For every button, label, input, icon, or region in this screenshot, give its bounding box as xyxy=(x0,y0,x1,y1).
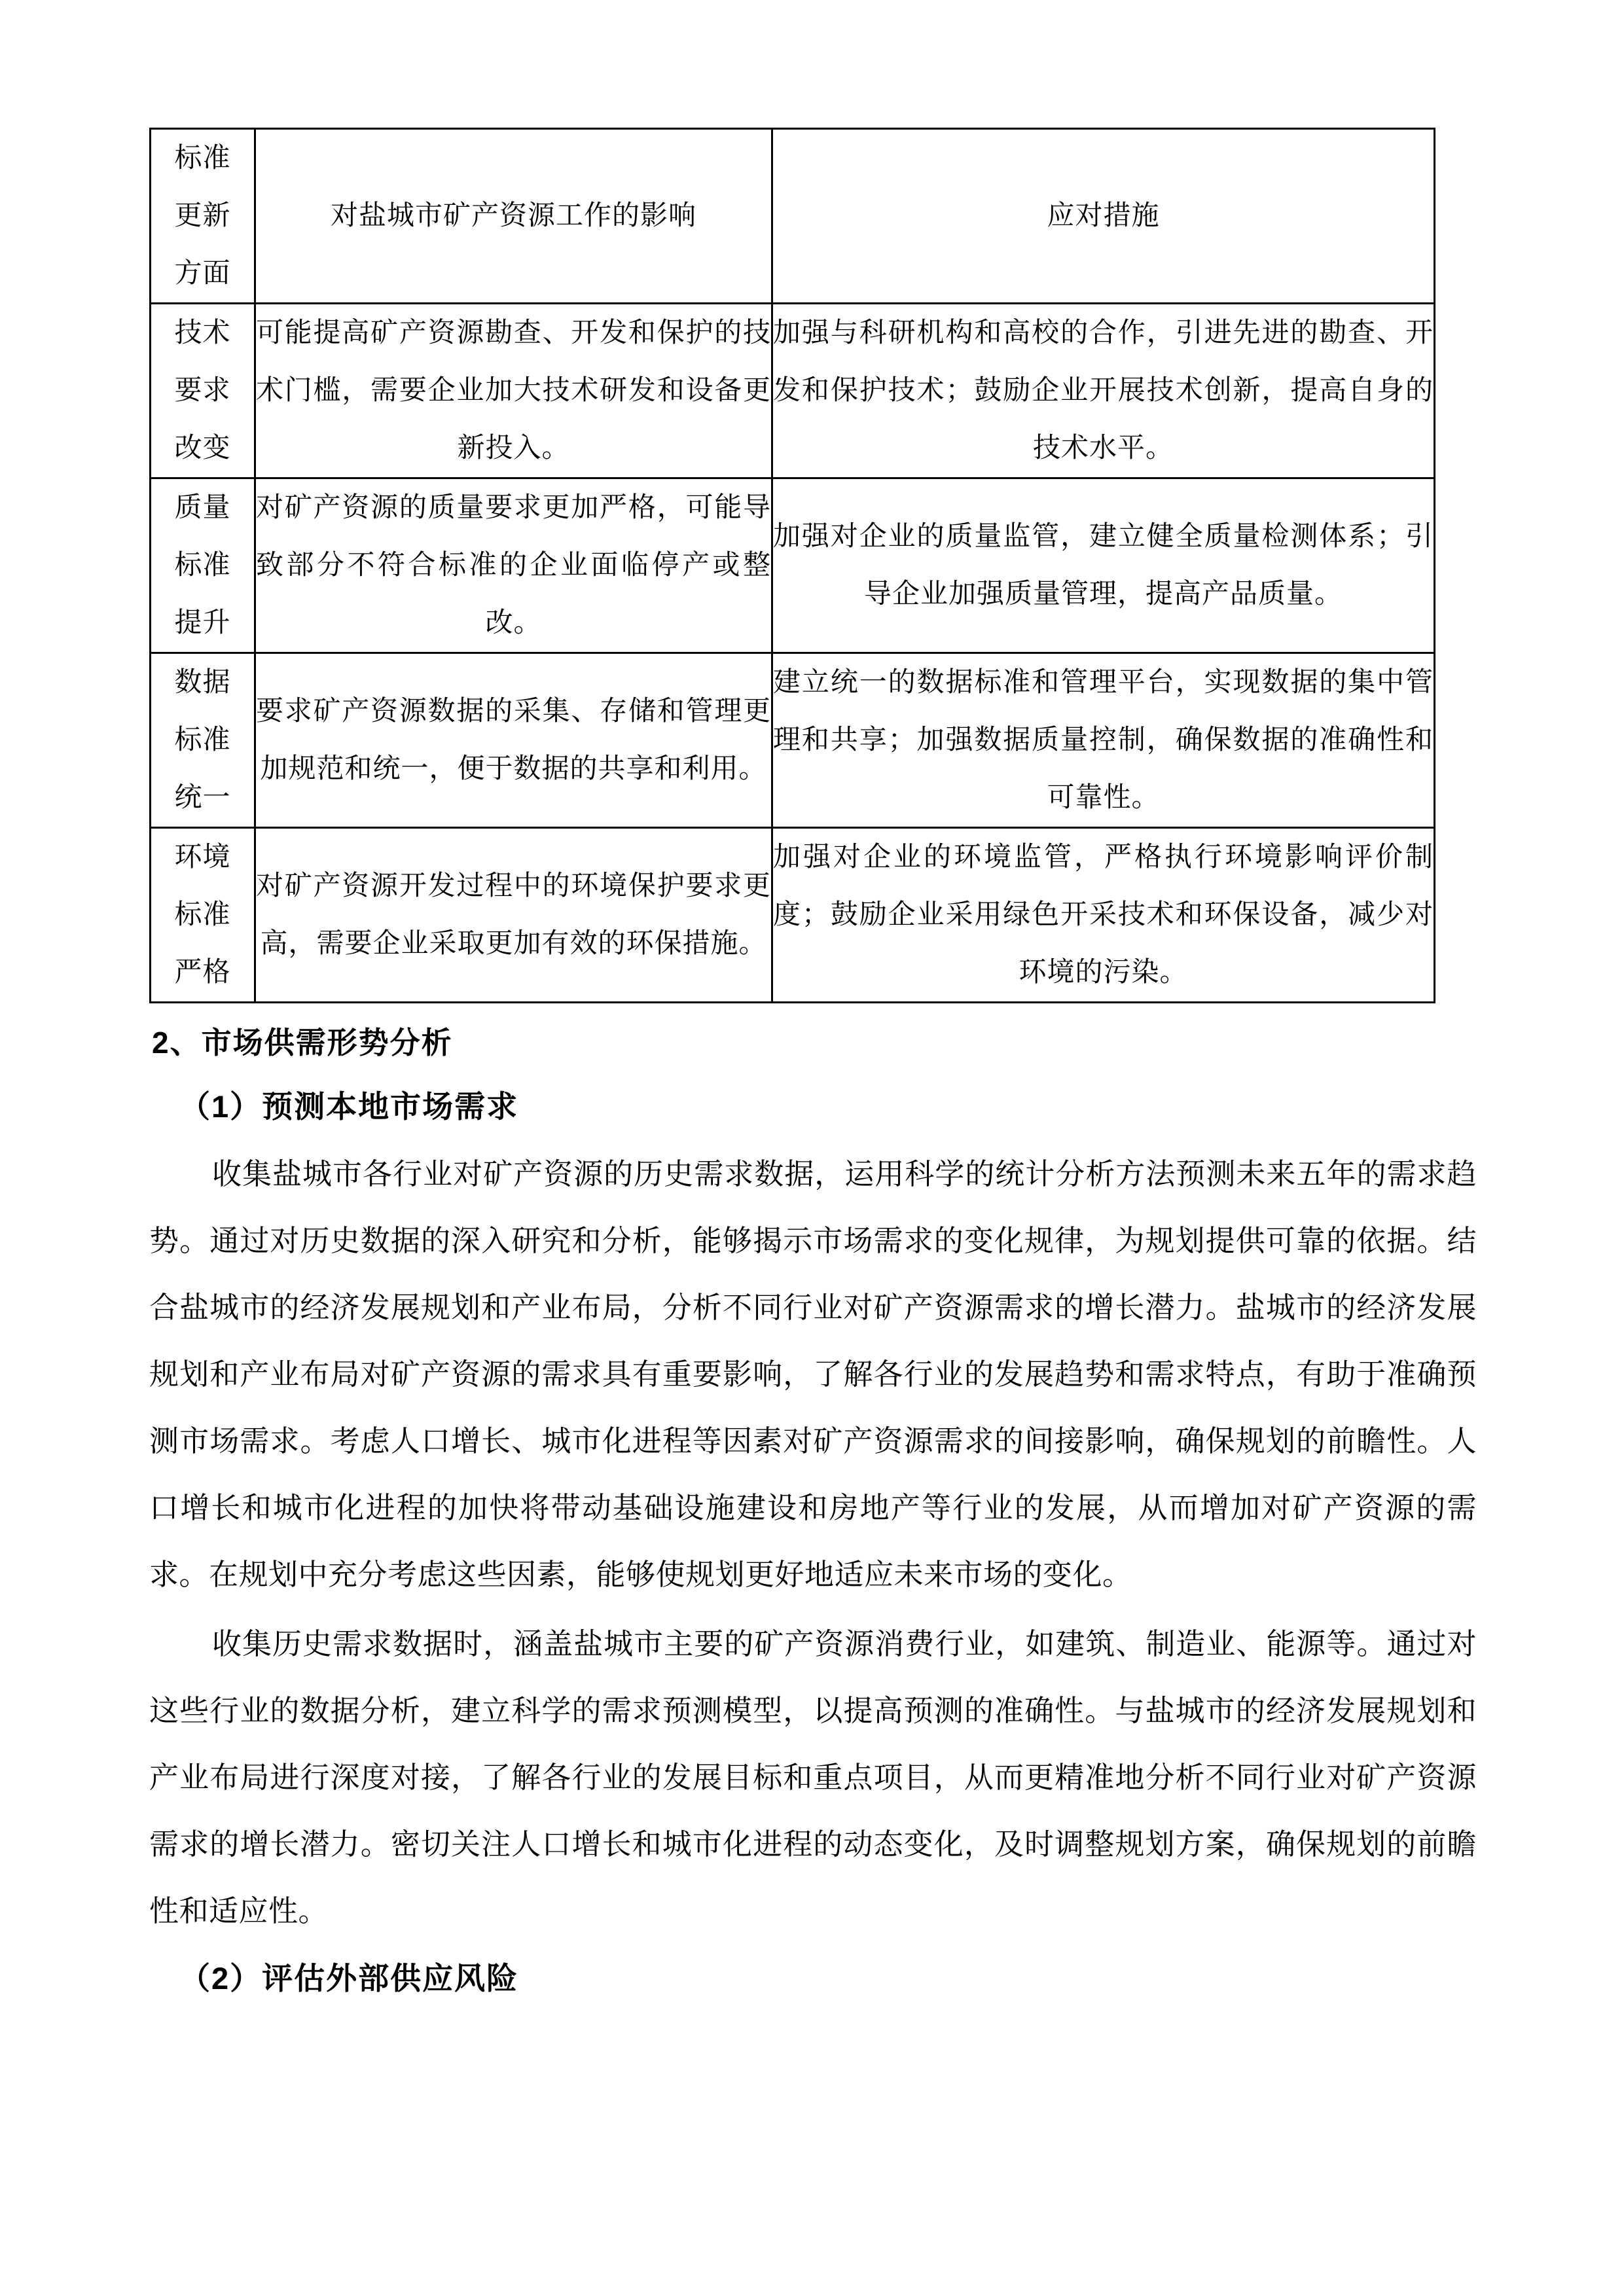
table-row xyxy=(151,478,1435,653)
row-aspect-line-3: 改变 xyxy=(174,433,231,463)
row-aspect xyxy=(151,304,255,478)
row-aspect-line-1: 技术 xyxy=(174,318,231,348)
row-impact: 对矿产资源开发过程中的环境保护要求更高，需要企业采取更加有效的环保措施。 xyxy=(255,828,772,1003)
section-heading: 2、市场供需形势分析 xyxy=(152,1026,453,1060)
table-header-aspect xyxy=(151,129,255,304)
row-aspect-line-1: 质量 xyxy=(174,493,231,523)
table-header-impact: 对盐城市矿产资源工作的影响 xyxy=(255,129,772,304)
table-header-measure: 应对措施 xyxy=(772,129,1435,304)
row-aspect xyxy=(151,653,255,828)
row-aspect-line-2: 标准 xyxy=(174,900,231,930)
row-aspect-line-3: 提升 xyxy=(174,608,231,638)
header-aspect-line-2: 更新 xyxy=(174,201,231,231)
body-paragraph-1: 收集盐城市各行业对矿产资源的历史需求数据，运用科学的统计分析方法预测未来五年的需求趋势。通过对历史数据的深入研究和分析，能够揭示市场需求的变化规律，为规划提供可靠的依据。结合盐城市的经济发展规划和产业布局，分析不同行业对矿产资源需求的增长潜力。盐城市的经济发展规划和产业布局对矿产资源的需求具有重要影响，了解各行业的发展趋势和需求特点，有助于准确预测市场需求。考虑人口增长、城市化进程等因素对矿产资源需求的间接影响，确保规划的前瞻性。人口增长和城市化进程的加快将带动基础设施建设和房地产等行业的发展，从而增加对矿产资源的需求。在规划中充分考虑这些因素，能够使规划更好地适应未来市场的变化。 xyxy=(149,1158,1477,1591)
row-aspect-line-1: 环境 xyxy=(174,842,231,872)
row-impact: 可能提高矿产资源勘查、开发和保护的技术门槛，需要企业加大技术研发和设备更新投入。 xyxy=(255,304,772,478)
table-row xyxy=(151,653,1435,828)
table-row xyxy=(151,304,1435,478)
table-header-row xyxy=(151,129,1435,304)
row-aspect-line-2: 要求 xyxy=(174,376,231,406)
row-aspect-line-2: 标准 xyxy=(174,550,231,581)
row-measure: 加强对企业的质量监管，建立健全质量检测体系；引导企业加强质量管理，提高产品质量。 xyxy=(772,478,1435,653)
row-aspect-line-2: 标准 xyxy=(174,725,231,755)
subsection-heading-1: （1）预测本地市场需求 xyxy=(179,1089,519,1124)
row-aspect-line-3: 严格 xyxy=(174,958,231,988)
row-measure: 加强与科研机构和高校的合作，引进先进的勘查、开发和保护技术；鼓励企业开展技术创新，提高自身的技术水平。 xyxy=(772,304,1435,478)
table-row xyxy=(151,828,1435,1003)
row-aspect-line-1: 数据 xyxy=(174,668,231,698)
subsection-heading-2: （2）评估外部供应风险 xyxy=(179,1961,519,1996)
body-paragraph-2: 收集历史需求数据时，涵盖盐城市主要的矿产资源消费行业，如建筑、制造业、能源等。通过对这些行业的数据分析，建立科学的需求预测模型，以提高预测的准确性。与盐城市的经济发展规划和产业布局进行深度对接，了解各行业的发展目标和重点项目，从而更精准地分析不同行业对矿产资源需求的增长潜力。密切关注人口增长和城市化进程的动态变化，及时调整规划方案，确保规划的前瞻性和适应性。 xyxy=(149,1628,1477,1928)
row-measure: 建立统一的数据标准和管理平台，实现数据的集中管理和共享；加强数据质量控制，确保数据的准确性和可靠性。 xyxy=(772,653,1435,828)
row-impact: 对矿产资源的质量要求更加严格，可能导致部分不符合标准的企业面临停产或整改。 xyxy=(255,478,772,653)
header-aspect-line-1: 标准 xyxy=(174,143,231,173)
standard-update-impact-table xyxy=(149,128,1435,1003)
row-aspect-line-3: 统一 xyxy=(174,783,231,813)
row-impact: 要求矿产资源数据的采集、存储和管理更加规范和统一，便于数据的共享和利用。 xyxy=(255,653,772,828)
row-aspect xyxy=(151,828,255,1003)
row-aspect xyxy=(151,478,255,653)
header-aspect-line-3: 方面 xyxy=(174,259,231,289)
row-measure: 加强对企业的环境监管，严格执行环境影响评价制度；鼓励企业采用绿色开采技术和环保设备，减少对环境的污染。 xyxy=(772,828,1435,1003)
